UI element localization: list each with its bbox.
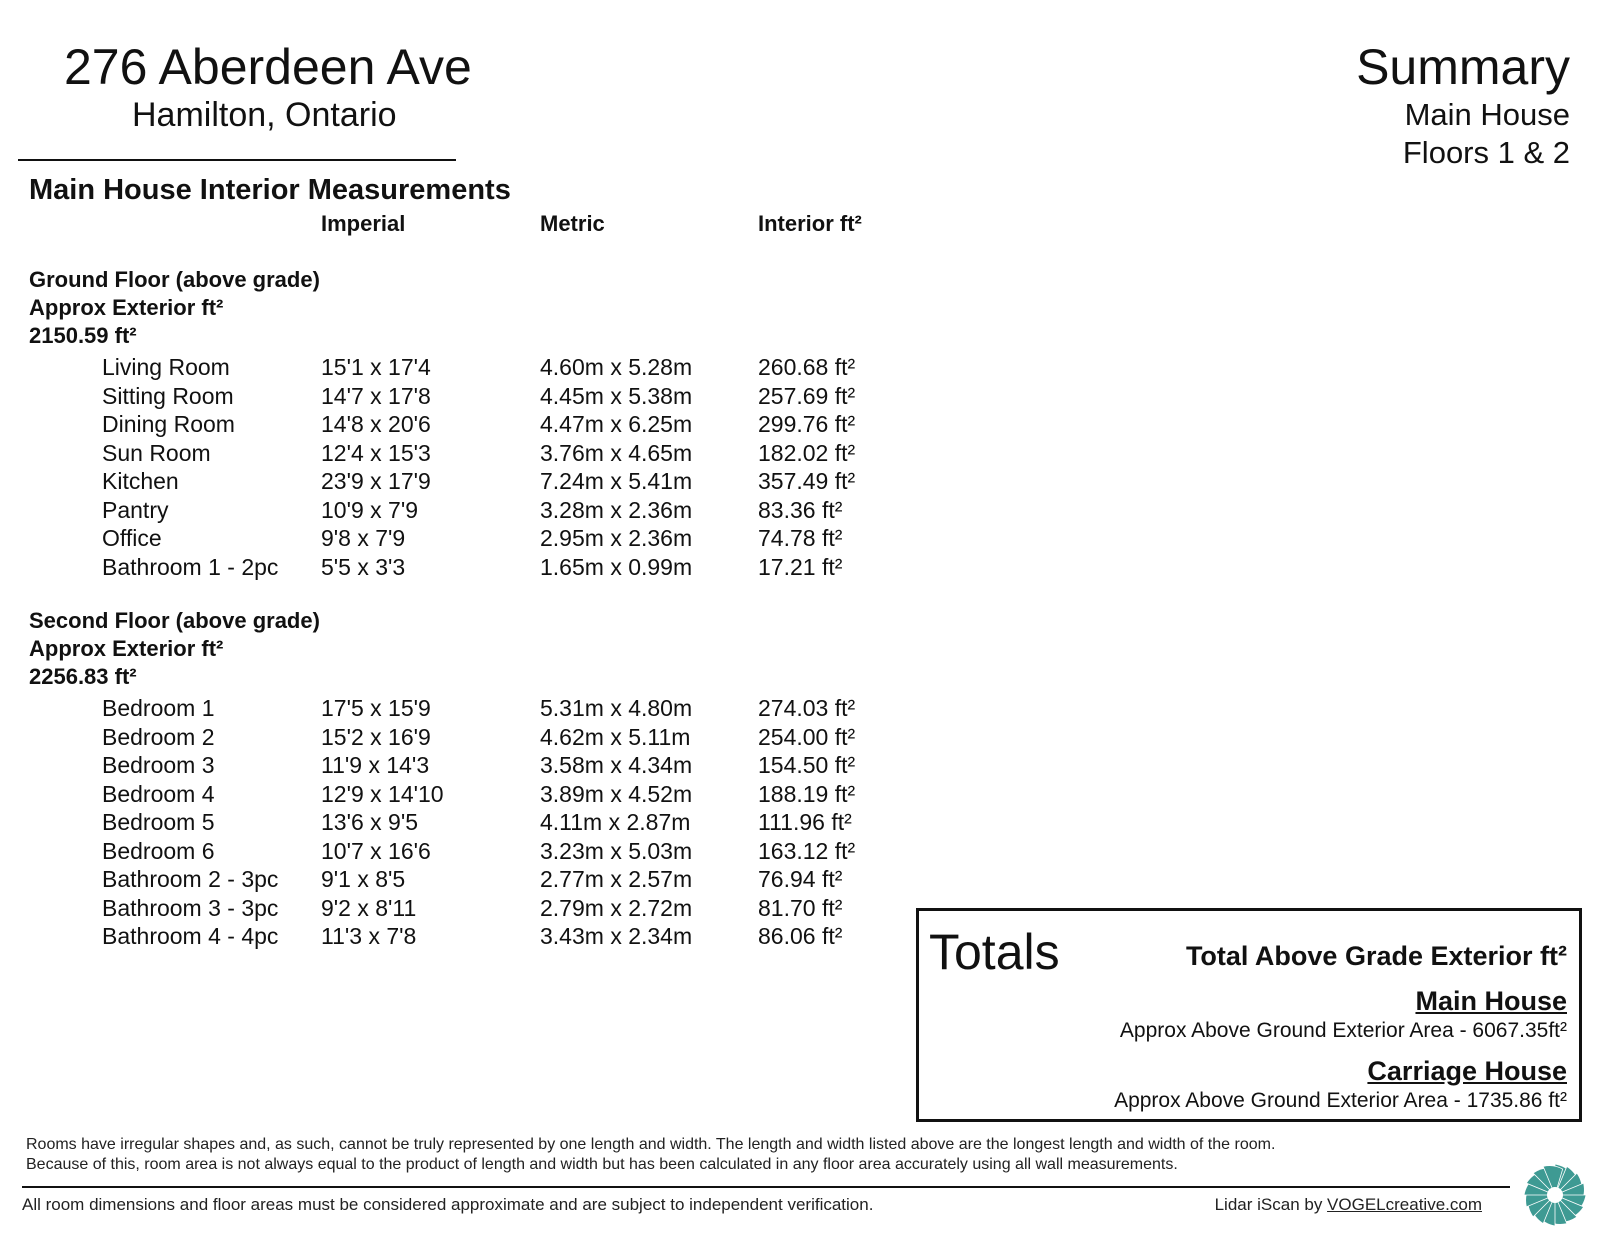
- totals-heading: Total Above Grade Exterior ft²: [1185, 941, 1567, 971]
- footer-divider: [22, 1186, 1510, 1188]
- measurement-note-line-2: Because of this, room area is not always equal to the product of length and width but has been calculated in any floor area accurately using all wall measurements.: [26, 1156, 1178, 1173]
- room-metric: 4.60m x 5.28m: [540, 354, 693, 380]
- room-area: 274.03 ft²: [758, 695, 856, 721]
- room-imperial: 12'9 x 14'10: [321, 780, 444, 807]
- room-imperial: 14'8 x 20'6: [321, 411, 431, 437]
- totals-box: [916, 908, 1582, 1122]
- room-name: Sitting Room: [102, 382, 234, 409]
- room-area: 74.78 ft²: [758, 525, 843, 551]
- room-metric: 4.11m x 2.87m: [540, 809, 691, 835]
- room-area: 154.50 ft²: [758, 752, 856, 778]
- room-imperial: 15'2 x 16'9: [321, 723, 431, 750]
- column-header-metric: Metric: [540, 211, 605, 236]
- room-area: 299.76 ft²: [758, 411, 856, 437]
- room-name: Office: [102, 525, 162, 551]
- room-name: Dining Room: [102, 411, 235, 437]
- carriage-house-area: Approx Above Ground Exterior Area - 1735.86 ft²: [1114, 1089, 1567, 1112]
- summary-subtitle-floors: Floors 1 & 2: [1402, 135, 1570, 170]
- room-imperial: 17'5 x 15'9: [321, 695, 431, 721]
- header-divider: [18, 159, 456, 161]
- room-area: 182.02 ft²: [758, 439, 856, 466]
- summary-title: Summary: [1356, 39, 1570, 95]
- aperture-logo-icon: [1522, 1162, 1588, 1228]
- room-metric: 4.47m x 6.25m: [540, 411, 693, 437]
- room-area: 111.96 ft²: [758, 809, 852, 835]
- room-name: Bathroom 2 - 3pc: [102, 866, 279, 892]
- room-imperial: 10'9 x 7'9: [321, 496, 419, 523]
- room-metric: 3.43m x 2.34m: [540, 923, 693, 949]
- room-name: Kitchen: [102, 468, 179, 494]
- room-metric: 5.31m x 4.80m: [540, 695, 693, 721]
- room-metric: 2.95m x 2.36m: [540, 525, 693, 551]
- room-metric: 3.89m x 4.52m: [540, 780, 693, 807]
- room-metric: 4.62m x 5.11m: [540, 723, 691, 750]
- floor-exterior-label-second: Approx Exterior ft²: [29, 636, 224, 661]
- room-metric: 3.23m x 5.03m: [540, 837, 693, 864]
- floor-exterior-value-second: 2256.83 ft²: [29, 664, 137, 689]
- floor-exterior-value-ground: 2150.59 ft²: [29, 323, 137, 348]
- room-name: Bathroom 3 - 3pc: [102, 894, 279, 921]
- room-name: Pantry: [102, 496, 169, 523]
- address-line-1: 276 Aberdeen Ave: [64, 39, 472, 95]
- room-name: Bedroom 6: [102, 837, 215, 864]
- room-name: Bedroom 4: [102, 780, 215, 807]
- measurement-note-line-1: Rooms have irregular shapes and, as such, cannot be truly represented by one length and width. The length and width listed above are the longest length and width of the room.: [26, 1136, 1276, 1153]
- room-area: 260.68 ft²: [758, 354, 856, 380]
- room-metric: 3.58m x 4.34m: [540, 752, 693, 778]
- room-area: 188.19 ft²: [758, 780, 856, 807]
- room-metric: 4.45m x 5.38m: [540, 382, 693, 409]
- room-imperial: 23'9 x 17'9: [321, 468, 431, 494]
- carriage-house-heading: Carriage House: [1367, 1056, 1567, 1086]
- room-name: Bedroom 2: [102, 723, 215, 750]
- disclaimer: All room dimensions and floor areas must be considered approximate and are subject to independent verification.: [22, 1195, 874, 1214]
- room-metric: 3.76m x 4.65m: [540, 439, 693, 466]
- summary-subtitle-house: Main House: [1404, 97, 1570, 132]
- room-metric: 7.24m x 5.41m: [540, 468, 693, 494]
- room-area: 76.94 ft²: [758, 866, 843, 892]
- room-imperial: 9'8 x 7'9: [321, 525, 406, 551]
- room-imperial: 10'7 x 16'6: [321, 837, 431, 864]
- credit-prefix: Lidar iScan by: [1214, 1195, 1328, 1214]
- room-area: 83.36 ft²: [758, 496, 843, 523]
- room-area: 257.69 ft²: [758, 382, 856, 409]
- room-imperial: 12'4 x 15'3: [321, 439, 431, 466]
- main-house-area: Approx Above Ground Exterior Area - 6067.35ft²: [1119, 1019, 1567, 1042]
- room-imperial: 15'1 x 17'4: [321, 354, 431, 380]
- room-area: 17.21 ft²: [758, 553, 843, 580]
- room-area: 86.06 ft²: [758, 923, 843, 949]
- credit: [1215, 1194, 1482, 1216]
- room-imperial: 14'7 x 17'8: [321, 382, 431, 409]
- column-header-imperial: Imperial: [321, 211, 406, 236]
- main-house-heading: Main House: [1415, 986, 1567, 1016]
- room-imperial: 13'6 x 9'5: [321, 809, 419, 835]
- room-name: Bedroom 3: [102, 752, 215, 778]
- floor-exterior-label-ground: Approx Exterior ft²: [29, 295, 224, 320]
- address-line-2: Hamilton, Ontario: [132, 96, 397, 134]
- room-name: Living Room: [102, 354, 230, 380]
- room-metric: 3.28m x 2.36m: [540, 496, 693, 523]
- room-metric: 2.79m x 2.72m: [540, 894, 693, 921]
- room-name: Bedroom 1: [102, 695, 215, 721]
- room-area: 357.49 ft²: [758, 468, 856, 494]
- room-name: Bedroom 5: [102, 809, 215, 835]
- section-title: Main House Interior Measurements: [29, 174, 511, 206]
- totals-title: Totals: [929, 924, 1060, 980]
- room-name: Bathroom 4 - 4pc: [102, 923, 279, 949]
- room-imperial: 5'5 x 3'3: [321, 553, 406, 580]
- column-header-interior: Interior ft²: [758, 211, 862, 236]
- room-imperial: 11'3 x 7'8: [321, 923, 417, 949]
- room-metric: 2.77m x 2.57m: [540, 866, 693, 892]
- room-name: Bathroom 1 - 2pc: [102, 553, 279, 580]
- floor-name-ground: Ground Floor (above grade): [29, 267, 320, 292]
- room-metric: 1.65m x 0.99m: [540, 553, 693, 580]
- floor-name-second: Second Floor (above grade): [29, 608, 320, 633]
- room-area: 81.70 ft²: [758, 894, 843, 921]
- room-imperial: 9'2 x 8'11: [321, 894, 417, 921]
- room-imperial: 9'1 x 8'5: [321, 866, 406, 892]
- logo-center: [1547, 1187, 1563, 1203]
- vogelcreative-link[interactable]: VOGELcreative.com: [1327, 1195, 1482, 1214]
- room-area: 163.12 ft²: [758, 837, 856, 864]
- room-area: 254.00 ft²: [758, 723, 856, 750]
- room-name: Sun Room: [102, 439, 211, 466]
- room-imperial: 11'9 x 14'3: [321, 752, 430, 778]
